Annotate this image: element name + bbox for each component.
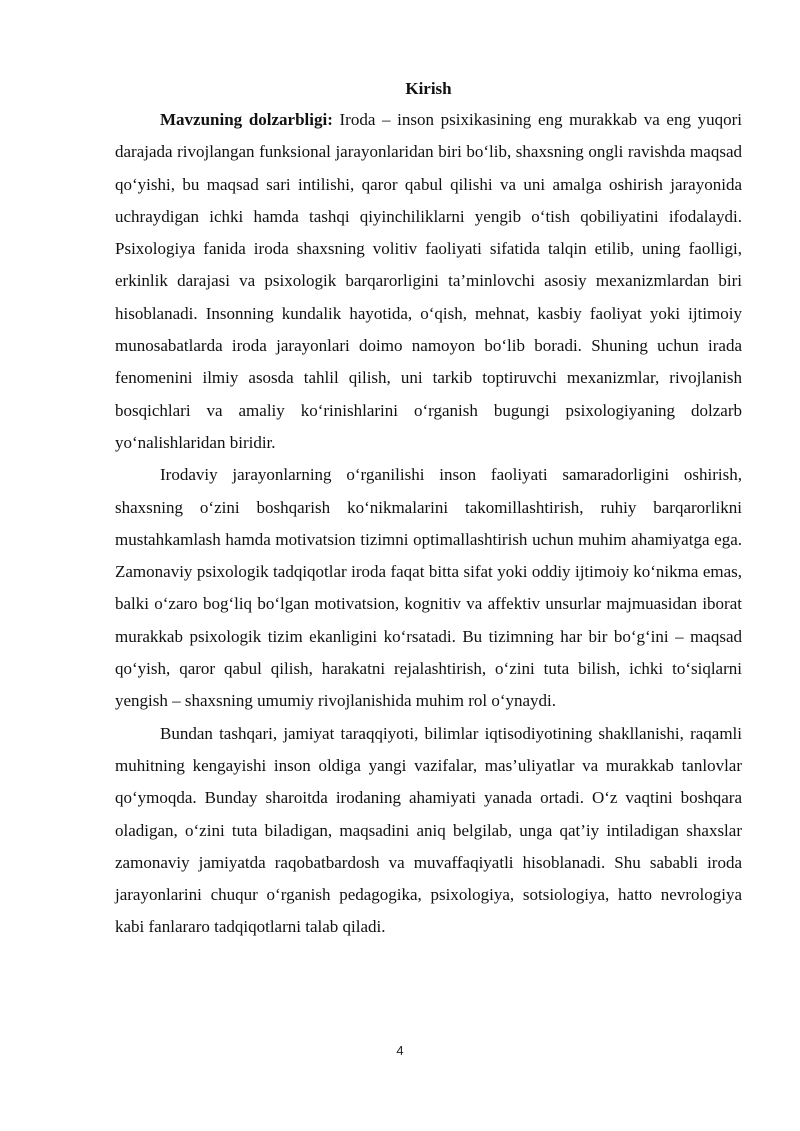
paragraph-volitional-processes xyxy=(115,459,742,717)
page-number: 4 xyxy=(396,1043,404,1058)
paragraph-text: Irodaviy jarayonlarning o‘rganilishi inson faoliyati samaradorligini oshirish, shaxsning o‘zini boshqarish ko‘nikmalarini takomillashtirish, ruhiy barqarorlikni mustahkamlash hamda motivatsion tizimni optimallashtirish uchun muhim ahamiyatga ega. Zamonaviy psixologik tadqiqotlar iroda faqat bitta sifat yoki oddiy ijtimoiy ko‘nikma emas, balki o‘zaro bog‘liq bo‘lgan motivatsion, kognitiv va affektiv unsurlar majmuasidan iborat murakkab psixologik tizim ekanligini ko‘rsatadi. Bu tizimning har bir bo‘g‘ini – maqsad qo‘yish, qaror qabul qilish, harakatni rejalashtirish, o‘zini tuta bilish, ichki to‘siqlarni yengish – shaxsning umumiy rivojlanishida muhim rol o‘ynaydi. xyxy=(115,465,742,711)
section-title: Kirish xyxy=(405,79,452,98)
paragraph-text: Iroda – inson psixikasining eng murakkab va eng yuqori darajada rivojlangan funksional jarayonlaridan biri bo‘lib, shaxsning ongli ravishda maqsad qo‘yishi, bu maqsad sari intilishi, qaror qabul qilishi va uni amalga oshirish jarayonida uchraydigan ichki hamda tashqi qiyinchiliklarni yengib o‘tish qobiliyatini ifodalaydi. Psixologiya fanida iroda shaxsning volitiv faoliyati sifatida talqin etilib, uning faolligi, erkinlik darajasi va psixologik barqarorligini ta’minlovchi asosiy mexanizmlardan biri hisoblanadi. Insonning kundalik hayotida, o‘qish, mehnat, kasbiy faoliyat yoki ijtimoiy munosabatlarda iroda jarayonlari doimo namoyon bo‘lib boradi. Shuning uchun irada fenomenini ilmiy asosda tahlil qilish, uni tarkib toptiruvchi mexanizmlar, rivojlanish bosqichlari va amaliy ko‘rinishlarini o‘rganish bugungi psixologiyaning dolzarb yo‘nalishlaridan biridir. xyxy=(115,110,742,452)
paragraph-society-development xyxy=(115,718,742,944)
paragraph-lead: Mavzuning dolzarbligi: xyxy=(160,110,333,129)
paragraph-relevance xyxy=(115,104,742,459)
document-body xyxy=(115,74,742,944)
paragraph-text: Bundan tashqari, jamiyat taraqqiyoti, bilimlar iqtisodiyotining shakllanishi, raqamli muhitning kengayishi inson oldiga yangi vazifalar, mas’uliyatlar va murakkab tanlovlar qo‘ymoqda. Bunday sharoitda irodaning ahamiyati yanada ortadi. O‘z vaqtini boshqara oladigan, o‘zini tuta biladigan, maqsadini aniq belgilab, unga qat’iy intiladigan shaxslar zamonaviy jamiyatda raqobatbardosh va muvaffaqiyatli hisoblanadi. Shu sababli iroda jarayonlarini chuqur o‘rganish pedagogika, psixologiya, sotsiologiya, hatto nevrologiya kabi fanlararo tadqiqotlarni talab qiladi. xyxy=(115,723,742,937)
